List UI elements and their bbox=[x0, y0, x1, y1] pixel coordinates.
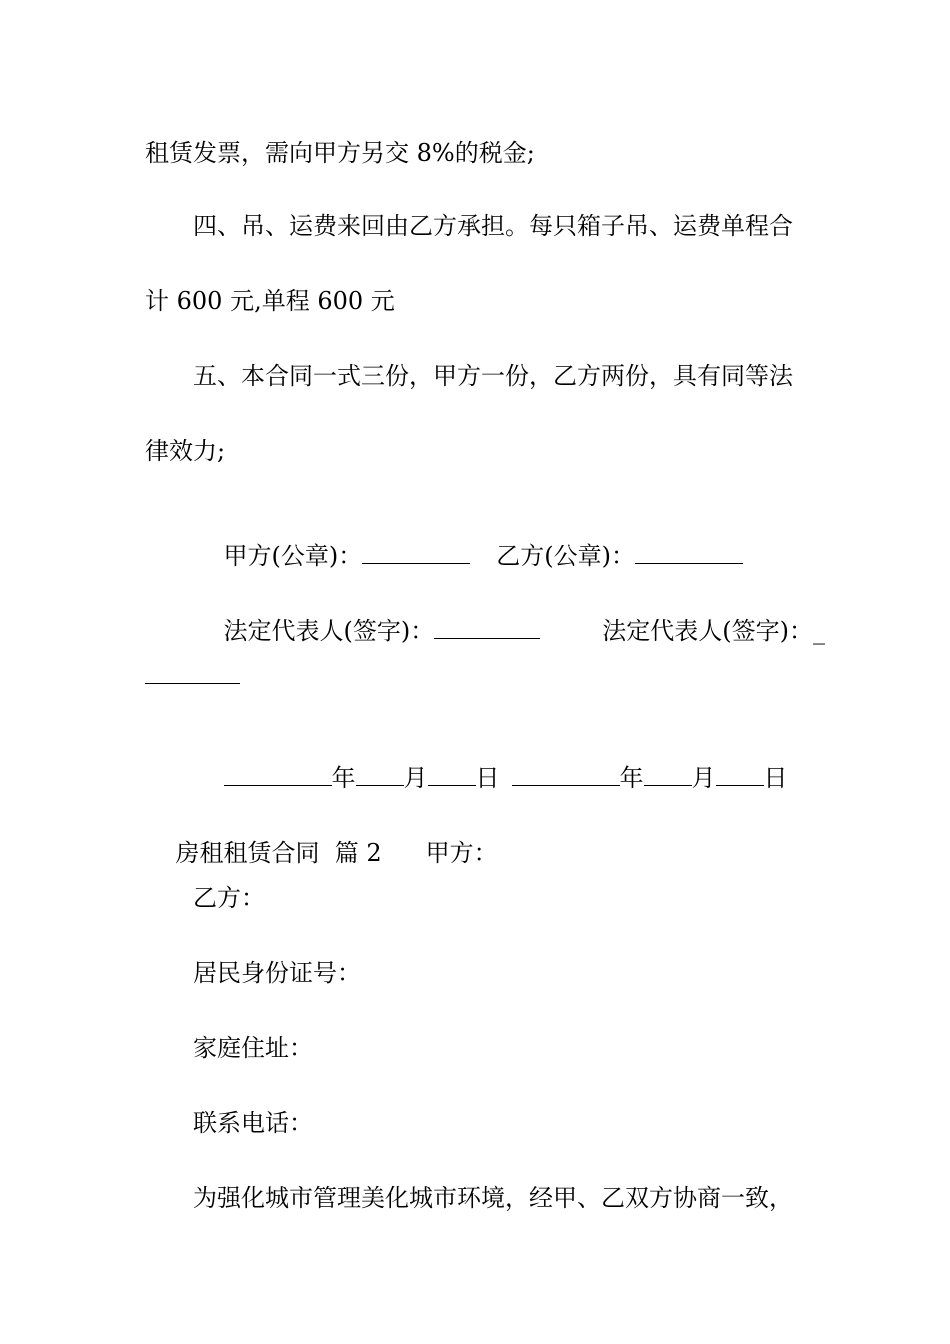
underscore: _ bbox=[812, 617, 825, 645]
month-blank bbox=[644, 763, 692, 786]
year-label: 年 bbox=[619, 764, 644, 792]
signature-line bbox=[193, 586, 825, 676]
party-a-seal-blank bbox=[362, 541, 470, 564]
id-number-label: 居民身份证号： bbox=[193, 959, 361, 987]
party-a-label: 甲方： bbox=[425, 839, 498, 867]
party-b-seal-blank bbox=[635, 541, 743, 564]
text-line: 租赁发票，需向甲方另交 8%的税金; bbox=[145, 139, 535, 167]
day-blank bbox=[716, 763, 764, 786]
day-label: 日 bbox=[763, 764, 788, 792]
month-blank bbox=[356, 763, 404, 786]
party-a-seal-label: 甲方(公章)： bbox=[223, 542, 363, 570]
party-b-rep-label: 法定代表人(签字)： bbox=[602, 617, 813, 645]
party-a-rep-label: 法定代表人(签字)： bbox=[223, 617, 435, 645]
clause-four: 四、吊、运费来回由乙方承担。每只箱子吊、运费单程合 bbox=[193, 212, 793, 240]
body-paragraph: 为强化城市管理美化城市环境，经甲、乙双方协商一致， bbox=[193, 1184, 793, 1212]
clause-five: 五、本合同一式三份，甲方一份，乙方两份，具有同等法 bbox=[193, 362, 793, 390]
party-b-seal-label: 乙方(公章)： bbox=[496, 542, 635, 570]
month-label: 月 bbox=[691, 764, 716, 792]
party-b-label: 乙方： bbox=[193, 884, 265, 912]
year-blank bbox=[224, 763, 332, 786]
party-a-rep-blank bbox=[434, 616, 540, 639]
year-blank bbox=[512, 763, 620, 786]
address-label: 家庭住址： bbox=[193, 1034, 313, 1062]
text-line: 律效力; bbox=[145, 437, 226, 465]
day-blank bbox=[428, 763, 476, 786]
text-line: 计 600 元,单程 600 元 bbox=[145, 287, 395, 315]
party-b-rep-blank bbox=[145, 683, 240, 684]
section-title: 房租租赁合同 篇 2 bbox=[175, 839, 382, 867]
year-label: 年 bbox=[331, 764, 356, 792]
day-label: 日 bbox=[475, 764, 500, 792]
month-label: 月 bbox=[403, 764, 428, 792]
phone-label: 联系电话： bbox=[193, 1109, 313, 1137]
